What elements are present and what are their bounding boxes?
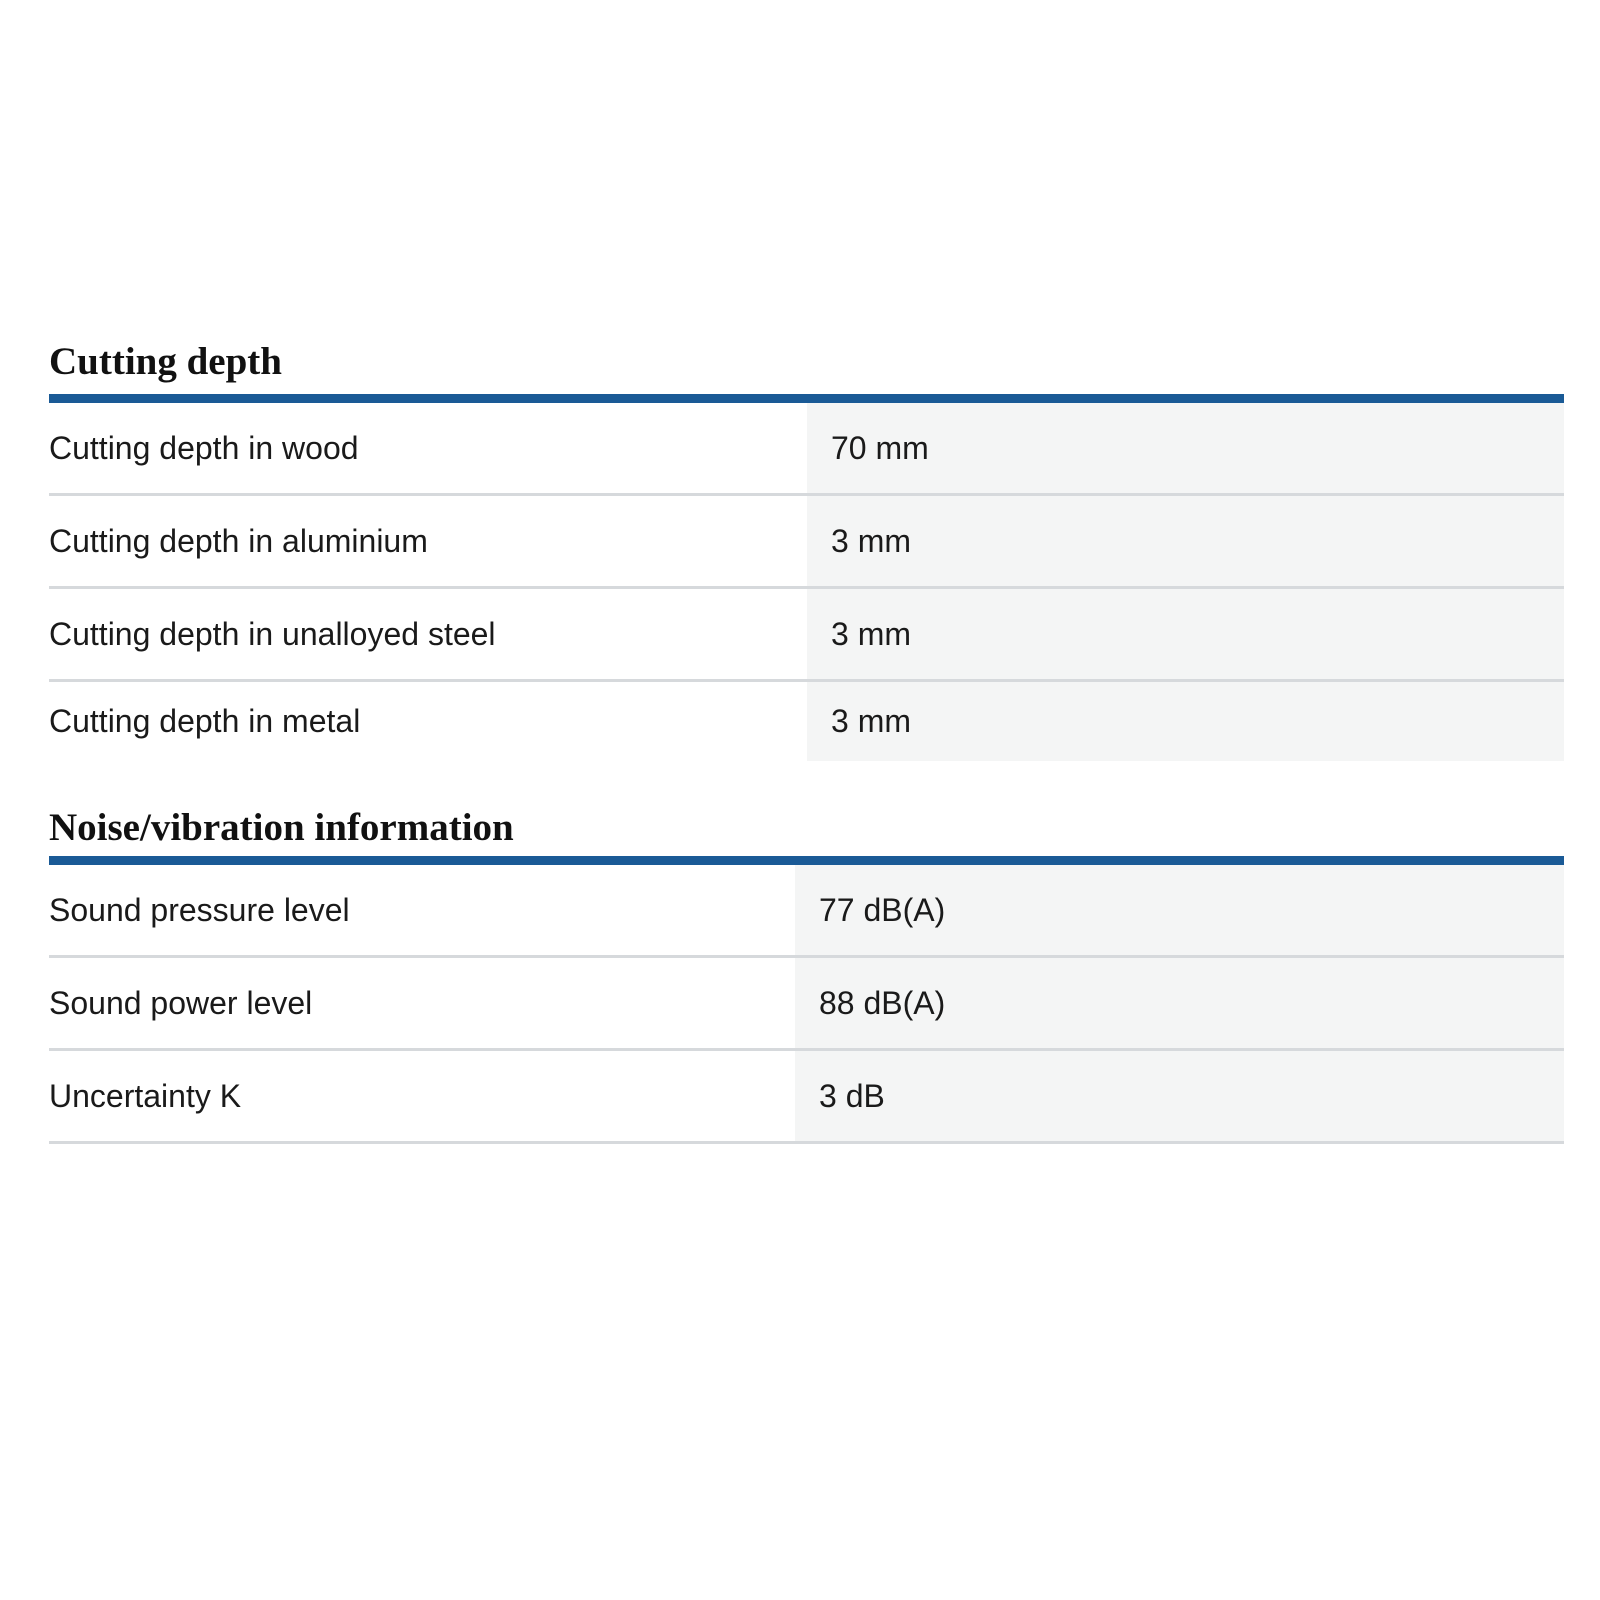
table-row [49, 403, 1564, 496]
table-row [49, 958, 1564, 1051]
spec-label: Cutting depth in metal [49, 703, 361, 739]
table-row [49, 682, 1564, 761]
spec-value: 3 mm [807, 496, 1564, 586]
noise-vibration-section [49, 794, 1564, 1144]
cutting-depth-section [49, 330, 1564, 761]
spec-value: 77 dB(A) [795, 865, 1564, 955]
spec-value: 3 mm [807, 589, 1564, 679]
spec-label: Sound pressure level [49, 891, 350, 928]
section-title: Cutting depth [49, 340, 282, 383]
table-row [49, 865, 1564, 958]
spec-value: 3 dB [795, 1051, 1564, 1141]
section-divider [49, 856, 1564, 865]
spec-label: Sound power level [49, 984, 313, 1021]
section-divider [49, 394, 1564, 403]
spec-value: 3 mm [807, 682, 1564, 761]
spec-label: Cutting depth in wood [49, 429, 359, 466]
table-row [49, 496, 1564, 589]
spec-label: Cutting depth in aluminium [49, 522, 428, 559]
section-title: Noise/vibration information [49, 806, 514, 849]
spec-value: 70 mm [807, 403, 1564, 493]
table-row [49, 589, 1564, 682]
table-row [49, 1051, 1564, 1144]
spec-value: 88 dB(A) [795, 958, 1564, 1048]
spec-label: Uncertainty K [49, 1077, 242, 1114]
spec-label: Cutting depth in unalloyed steel [49, 615, 496, 652]
